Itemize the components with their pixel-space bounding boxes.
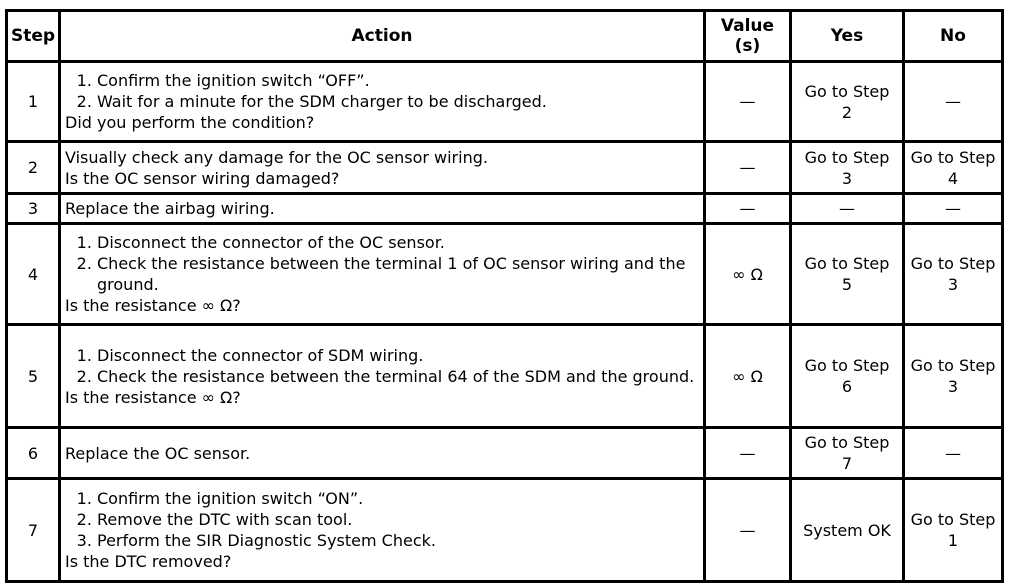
yes-line2: 6 [841,377,853,396]
no-cell [904,325,1003,428]
header-yes: Yes [791,11,904,62]
action-item: 2. Remove the DTC with scan tool. [97,509,699,530]
action-line: Visually check any damage for the OC sensor wiring. [65,147,488,167]
yes-cell [791,62,904,142]
step-number: 1 [7,62,60,142]
yes-line1: Go to Step [804,81,890,101]
no-cell: — [904,62,1003,142]
table-row [7,62,1003,142]
table-row [7,325,1003,428]
no-line2: 1 [947,531,959,550]
action-question: Did you perform the condition? [65,113,315,132]
action-question: Is the resistance ∞ Ω? [65,387,241,407]
action-question: Is the DTC removed? [65,552,232,571]
action-item: 1. Disconnect the connector of the OC sensor. [97,232,699,253]
header-row [7,11,1003,62]
step-number: 4 [7,224,60,325]
step-number: 2 [7,142,60,194]
no-cell: — [904,194,1003,224]
yes-line2: 2 [841,102,853,122]
header-value [705,11,791,62]
action-item: 2. Check the resistance between the terminal 1 of OC sensor wiring and the ground. [97,253,699,295]
value-cell: — [705,142,791,194]
action-question: Is the OC sensor wiring damaged? [65,168,340,188]
header-value-line2: (s) [734,36,761,56]
value-cell: — [705,62,791,142]
yes-line1: Go to Step [804,147,890,167]
header-step: Step [7,11,60,62]
yes-cell [791,224,904,325]
action-list [65,232,699,295]
yes-cell: System OK [791,479,904,582]
action-list [65,488,699,551]
value-cell: ∞ Ω [705,224,791,325]
no-cell [904,224,1003,325]
value-cell: — [705,479,791,582]
no-line2: 4 [947,168,959,188]
yes-cell [791,428,904,479]
no-cell [904,479,1003,582]
no-line1: Go to Step [910,356,996,375]
no-line2: 3 [947,377,959,396]
step-number: 6 [7,428,60,479]
yes-line1: Go to Step [804,433,890,452]
header-action: Action [60,11,705,62]
action-cell [60,224,705,325]
table-row [7,142,1003,194]
step-number: 5 [7,325,60,428]
yes-line2: 7 [841,454,853,473]
step-number: 3 [7,194,60,224]
action-cell: Replace the airbag wiring. [60,194,705,224]
header-value-line1: Value [720,16,775,36]
action-item: 2. Wait for a minute for the SDM charger to be discharged. [97,91,699,112]
header-no: No [904,11,1003,62]
no-cell [904,142,1003,194]
action-item: 1. Confirm the ignition switch “OFF”. [97,70,699,91]
action-cell: Replace the OC sensor. [60,428,705,479]
no-cell: — [904,428,1003,479]
action-list [65,70,699,112]
action-item: 2. Check the resistance between the terminal 64 of the SDM and the ground. [97,366,699,387]
yes-line1: Go to Step [804,356,890,375]
value-cell: ∞ Ω [705,325,791,428]
table-row [7,428,1003,479]
no-line1: Go to Step [910,254,996,273]
no-line2: 3 [947,275,959,294]
yes-cell: — [791,194,904,224]
value-cell: — [705,194,791,224]
yes-cell [791,325,904,428]
action-cell [60,62,705,142]
diagnostic-table [5,9,1004,583]
action-item: 1. Confirm the ignition switch “ON”. [97,488,699,509]
action-item: 1. Disconnect the connector of SDM wiring. [97,345,699,366]
table-row [7,479,1003,582]
yes-line1: Go to Step [804,254,890,273]
no-line1: Go to Step [910,510,996,529]
table-row [7,224,1003,325]
yes-line2: 5 [841,275,853,294]
action-cell [60,479,705,582]
action-cell [60,142,705,194]
table-row [7,194,1003,224]
yes-line2: 3 [841,168,853,188]
yes-cell [791,142,904,194]
action-cell [60,325,705,428]
action-list [65,345,699,387]
value-cell: — [705,428,791,479]
step-number: 7 [7,479,60,582]
no-line1: Go to Step [910,147,996,167]
action-question: Is the resistance ∞ Ω? [65,296,241,315]
action-item: 3. Perform the SIR Diagnostic System Check. [97,530,699,551]
